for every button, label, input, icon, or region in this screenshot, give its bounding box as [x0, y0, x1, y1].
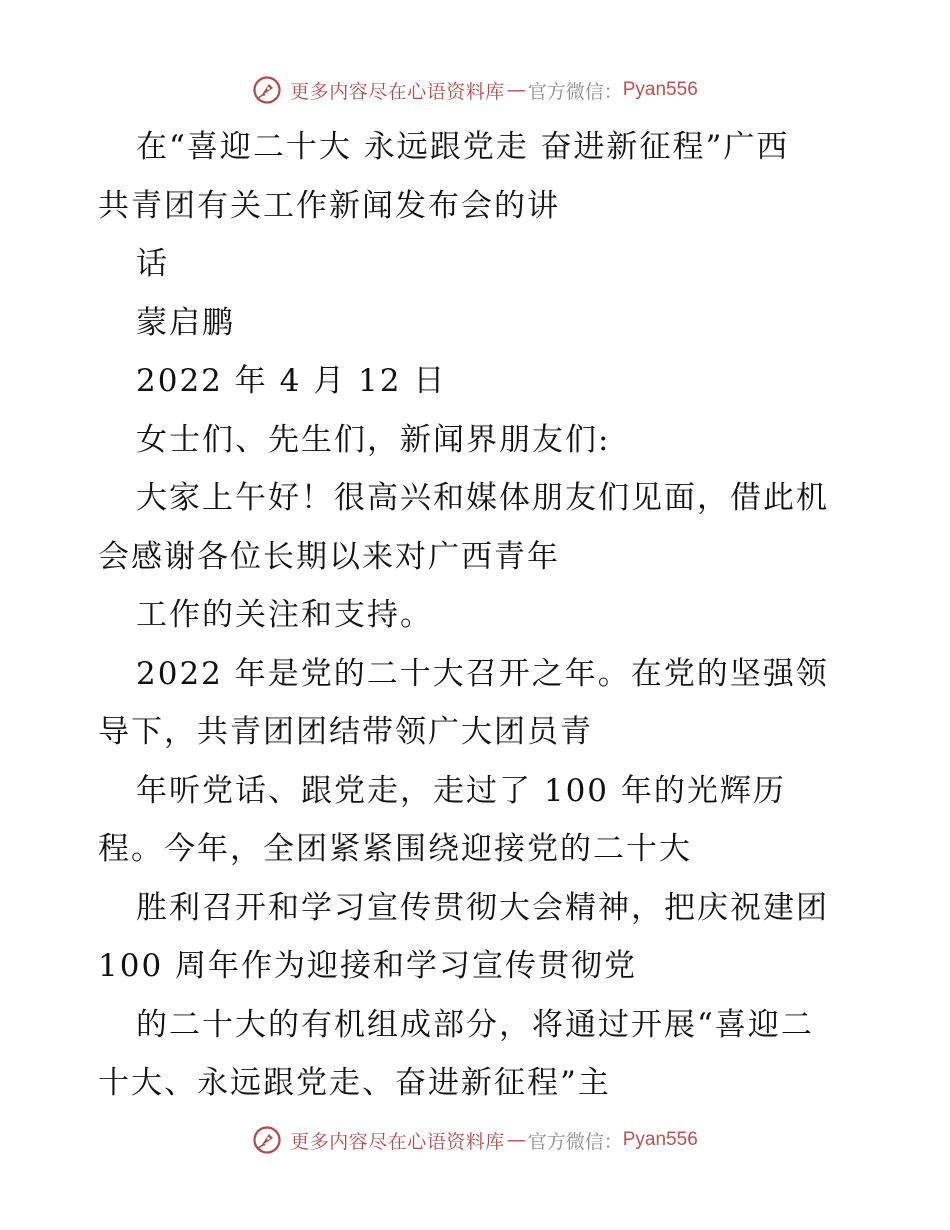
paragraph-line: 年听党话、跟党走，走过了 100 年的光辉历: [136, 772, 786, 809]
document-date: 2022 年 4 月 12 日: [136, 363, 447, 399]
paragraph-line: 工作的关注和支持。: [136, 597, 433, 633]
watermark-wechat-id: Pyan556: [622, 79, 698, 100]
watermark-separator: —: [506, 79, 526, 101]
watermark-label: 官方微信：: [527, 80, 623, 103]
document-title-line: 共青团有关工作新闻发布会的讲: [98, 187, 560, 224]
paragraph-line: 程。今年，全团紧紧围绕迎接党的二十大: [98, 831, 692, 867]
paragraph-line: 100 周年作为迎接和学习宣传贯彻党: [98, 948, 638, 984]
paragraph-line: 十大、永远跟党走、奋进新征程”主: [98, 1065, 611, 1101]
document-title-line: 在“喜迎二十大 永远跟党走 奋进新征程”广西: [136, 129, 790, 165]
paragraph-line: 会感谢各位长期以来对广西青年: [98, 538, 560, 575]
pen-nib-logo-icon: [252, 75, 282, 105]
paragraph-line: 大家上午好！很高兴和媒体朋友们见面，借此机: [136, 480, 829, 516]
watermark-text: 更多内容尽在心语资料库: [290, 1130, 505, 1153]
paragraph-line: 的二十大的有机组成部分，将通过开展“喜迎二: [136, 1006, 814, 1043]
document-body: [0, 118, 950, 1113]
document-author: 蒙启鹏: [136, 304, 235, 341]
watermark-wechat-id: Pyan556: [622, 1129, 698, 1150]
paragraph-line: 胜利召开和学习宣传贯彻大会精神，把庆祝建团: [136, 889, 829, 926]
pen-nib-logo-icon: [252, 1125, 282, 1155]
watermark-separator: —: [506, 1129, 526, 1151]
document-title-line: 话: [136, 246, 169, 282]
watermark-label: 官方微信：: [527, 1130, 623, 1153]
paragraph-line: 2022 年是党的二十大召开之年。在党的坚强领: [136, 655, 829, 692]
footer-watermark: [0, 1120, 950, 1160]
paragraph-line: 导下，共青团团结带领广大团员青: [98, 714, 593, 750]
header-watermark: [0, 70, 950, 110]
watermark-text: 更多内容尽在心语资料库: [290, 80, 505, 103]
document-salutation: 女士们、先生们，新闻界朋友们:: [136, 421, 611, 458]
